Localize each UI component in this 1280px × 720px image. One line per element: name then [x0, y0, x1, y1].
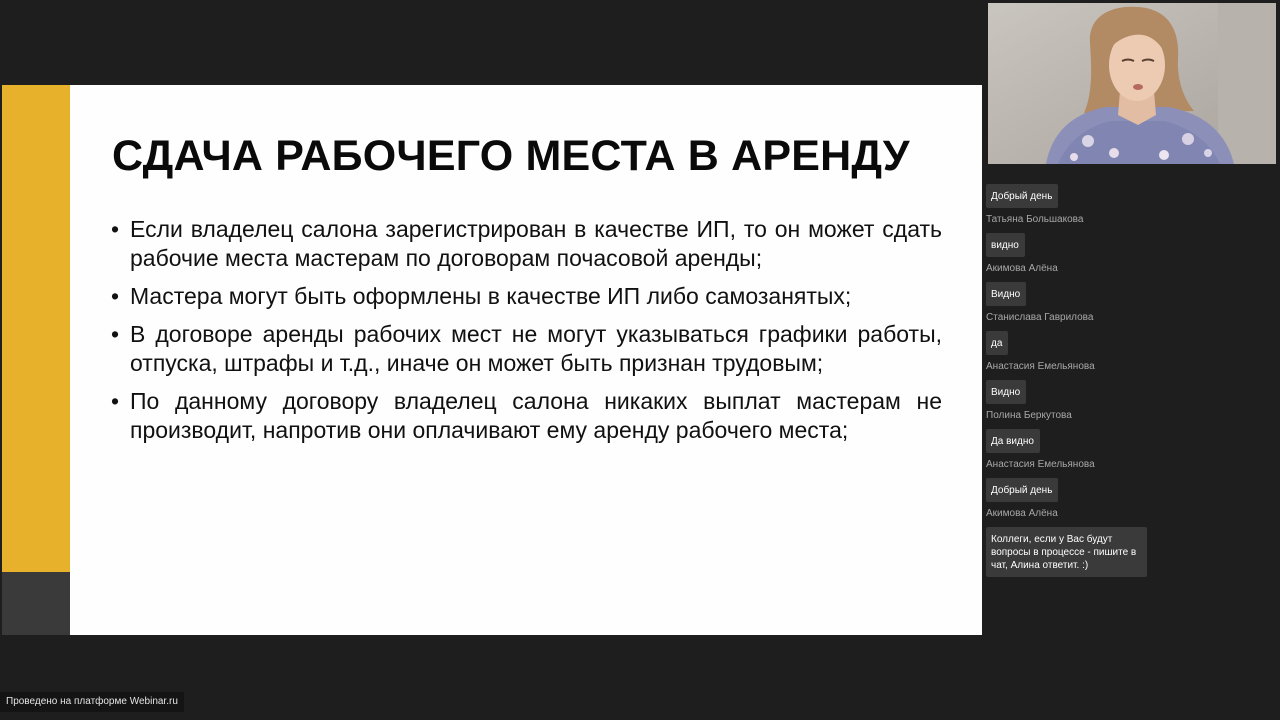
- chat-message: [986, 508, 1276, 577]
- presenter-video[interactable]: [988, 3, 1276, 164]
- chat-author: Акимова Алёна: [986, 263, 1058, 274]
- slide-bullet: [110, 387, 942, 445]
- presentation-slide: [2, 85, 982, 635]
- chat-message: [986, 410, 1276, 453]
- chat-author: Акимова Алёна: [986, 508, 1058, 519]
- chat-message-text: Коллеги, если у Вас будут вопросы в процессе - пишите в чат, Алина ответит. :): [986, 527, 1147, 577]
- chat-message-text: Видно: [986, 282, 1026, 306]
- chat-message: [986, 214, 1276, 257]
- chat-message: [986, 184, 1276, 208]
- chat-message-text: Добрый день: [986, 478, 1058, 502]
- slide-bullet: [110, 320, 942, 378]
- slide-bullet-text: В договоре аренды рабочих мест не могут указываться графики работы, отпуска, штрафы и т.д., иначе он может быть признан трудовым;: [130, 321, 942, 376]
- chat-message: [986, 459, 1276, 502]
- slide-accent-bar: [2, 85, 70, 572]
- bullet-marker: •: [111, 216, 120, 242]
- chat-author: Анастасия Емельянова: [986, 361, 1095, 372]
- slide-accent-bar-dark: [2, 572, 70, 635]
- bullet-marker: •: [111, 283, 120, 309]
- chat-message-text: Добрый день: [986, 184, 1058, 208]
- slide-bullet-list: [110, 215, 942, 454]
- chat-author: Татьяна Большакова: [986, 214, 1084, 225]
- chat-message-text: видно: [986, 233, 1025, 257]
- chat-message-text: Видно: [986, 380, 1026, 404]
- chat-message-text: да: [986, 331, 1008, 355]
- slide-bullet-text: По данному договору владелец салона никаких выплат мастерам не производит, напротив они оплачивают ему аренду рабочего места;: [130, 388, 942, 443]
- slide-bullet-text: Если владелец салона зарегистрирован в качестве ИП, то он может сдать рабочие места мастерам по договорам почасовой аренды;: [130, 216, 942, 271]
- chat-author: Анастасия Емельянова: [986, 459, 1095, 470]
- chat-message: [986, 312, 1276, 355]
- bullet-marker: •: [111, 321, 120, 347]
- chat-author: Полина Беркутова: [986, 410, 1072, 421]
- slide-bullet: [110, 282, 942, 311]
- slide-bullet-text: Мастера могут быть оформлены в качестве ИП либо самозанятых;: [130, 283, 852, 309]
- slide-title: СДАЧА РАБОЧЕГО МЕСТА В АРЕНДУ: [112, 132, 910, 180]
- chat-message: [986, 361, 1276, 404]
- chat-message-text: Да видно: [986, 429, 1040, 453]
- chat-author: Станислава Гаврилова: [986, 312, 1094, 323]
- bullet-marker: •: [111, 388, 120, 414]
- platform-badge[interactable]: Проведено на платформе Webinar.ru: [0, 692, 184, 712]
- slide-bullet: [110, 215, 942, 273]
- presenter-video-icon: [988, 3, 1276, 164]
- chat-panel[interactable]: [986, 166, 1276, 686]
- chat-message: [986, 263, 1276, 306]
